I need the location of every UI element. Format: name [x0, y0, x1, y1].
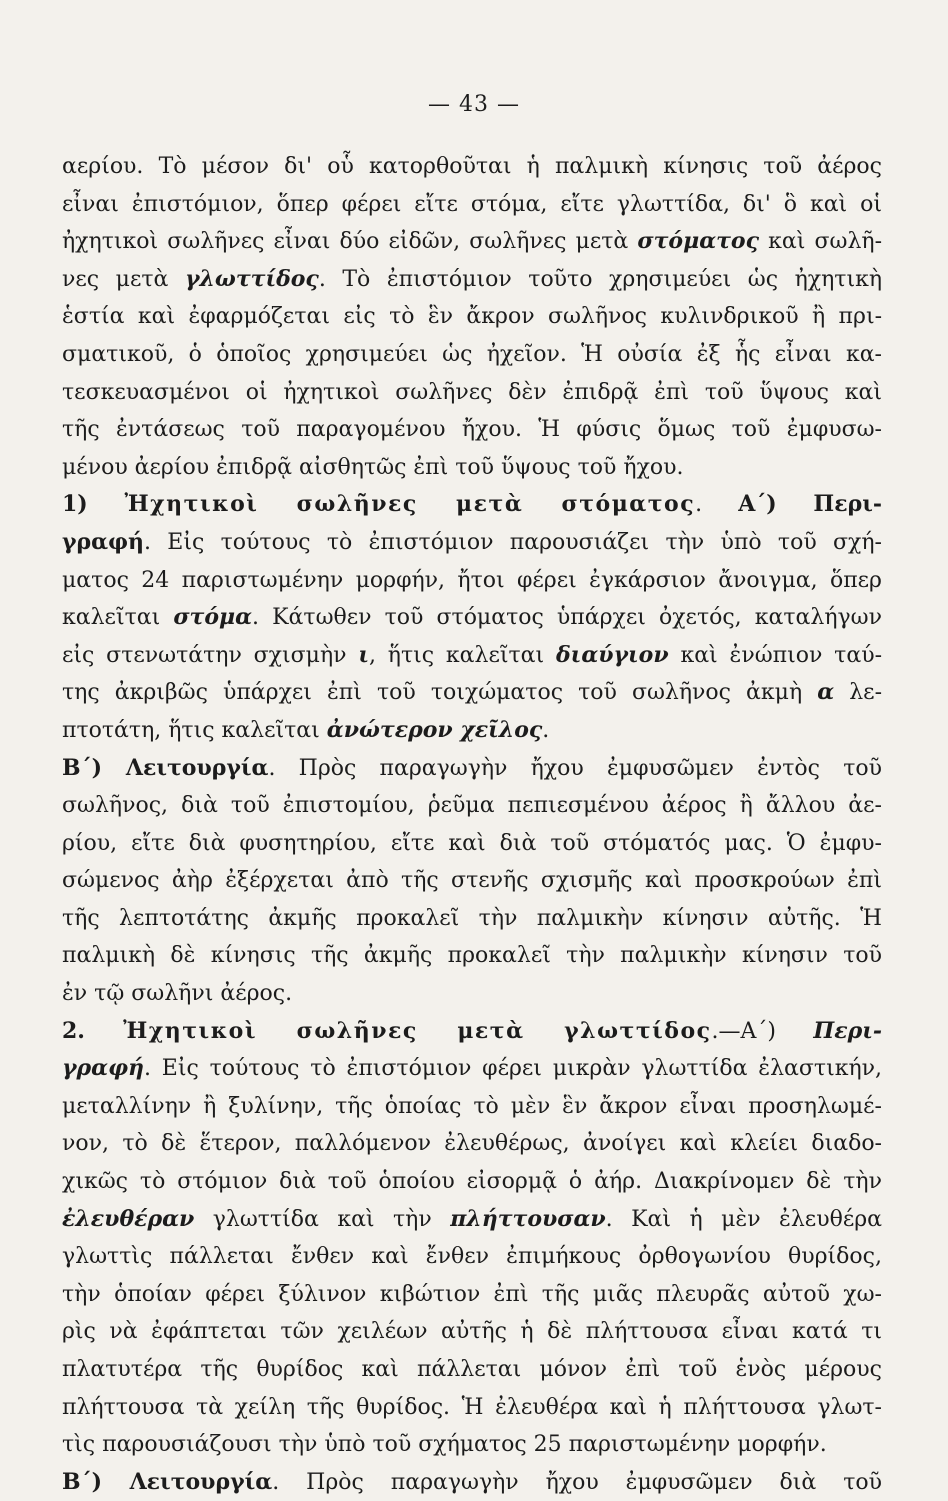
subsection-heading-leitourgia-2: Β΄) Λειτουργία. Πρὸς παραγωγὴν ἤχου ἐμφυσῶμεν διὰ τοῦ — [62, 1468, 882, 1495]
text-line: αερίου. Τὸ μέσον δι' οὗ κατορθοῦται ἡ παλμικὴ κίνησις τοῦ ἀέρος — [62, 154, 882, 179]
text-line: παλμικὴ δὲ κίνησις τῆς ἀκμῆς προκαλεῖ τὴν παλμικὴν κίνησιν τοῦ — [62, 943, 882, 969]
term-plittousan: πλήττουσαν — [450, 1205, 606, 1232]
text-line: γραφή. Εἰς τούτους τὸ ἐπιστόμιον φέρει μικρὰν γλωττίδα ἐλαστικήν, — [62, 1055, 882, 1082]
text-line: ἑστία καὶ ἐφαρμόζεται εἰς τὸ ἓν ἄκρον σωλῆνος κυλινδρικοῦ ἢ πρι- — [62, 304, 882, 330]
text-line: πλήττουσα τὰ χείλη τῆς θυρίδος. Ἡ ἐλευθέρα καὶ ἡ πλήττουσα γλωτ- — [62, 1394, 882, 1420]
text-line: ἐλευθέραν γλωττίδα καὶ τὴν πλήττουσαν. Καὶ ἡ μὲν ἐλευθέρα — [62, 1205, 882, 1232]
text-line: ρὶς νὰ ἐφάπτεται τῶν χειλέων αὐτῆς ἡ δὲ πλήττουσα εἶναι κατά τι — [62, 1319, 882, 1345]
text-line: τὶς παρουσιάζουσι τὴν ὑπὸ τοῦ σχήματος 25 παριστωμένην μορφήν. — [62, 1432, 827, 1458]
text-line: εἶναι ἐπιστόμιον, ὅπερ φέρει εἴτε στόμα, εἴτε γλωττίδα, δι' ὃ καὶ οἱ — [62, 191, 882, 217]
text-line: τῆς λεπτοτάτης ἀκμῆς προκαλεῖ τὴν παλμικὴν κίνησιν αὐτῆς. Ἡ — [62, 905, 882, 931]
text-line: νον, τὸ δὲ ἕτερον, παλλόμενον ἐλευθέρως, ἀνοίγει καὶ κλείει διαδο- — [62, 1131, 882, 1157]
text-line: μεταλλίνην ἢ ξυλίνην, τῆς ὁποίας τὸ μὲν ἓν ἄκρον εἶναι προσηλωμέ- — [62, 1093, 882, 1119]
text-line: ματος 24 παριστωμένην μορφήν, ἤτοι φέρει ἐγκάρσιον ἄνοιγμα, ὅπερ — [62, 567, 882, 593]
text-line: νες μετὰ γλωττίδος. Τὸ ἐπιστόμιον τοῦτο χρησιμεύει ὡς ἠχητικὴ — [62, 265, 882, 292]
text-line: ρίου, εἴτε διὰ φυσητηρίου, εἴτε καὶ διὰ τοῦ στόματός μας. Ὁ ἐμφυ- — [62, 830, 882, 856]
text-line: χικῶς τὸ στόμιον διὰ τοῦ ὁποίου εἰσορμᾷ ὁ ἀήρ. Διακρίνομεν δὲ τὴν — [62, 1169, 882, 1195]
term-anoteron-cheilos: ἀνώτερον χεῖλος — [326, 716, 543, 743]
term-glottidos: γλωττίδος — [184, 265, 319, 292]
term-stomatos: στόματος — [637, 228, 759, 255]
text-line: ἠχητικοὶ σωλῆνες εἶναι δύο εἰδῶν, σωλῆνες μετὰ στόματος καὶ σωλῆ- — [62, 228, 882, 255]
text-line: σματικοῦ, ὁ ὁποῖος χρησιμεύει ὡς ἠχεῖον. Ἡ οὐσία ἐξ ἧς εἶναι κα- — [62, 341, 882, 367]
term-eleftheran: ἐλευθέραν — [62, 1205, 195, 1232]
text-line: εἰς στενωτάτην σχισμὴν ι, ἥτις καλεῖται διαύγιον καὶ ἐνώπιον ταύ- — [62, 641, 882, 668]
term-stoma: στόμα — [173, 604, 253, 631]
text-line: τὴν ὁποίαν φέρει ξύλινον κιβώτιον ἐπὶ τῆς μιᾶς πλευρᾶς αὐτοῦ χω- — [62, 1281, 882, 1307]
text-line: τῆς ἐντάσεως τοῦ παραγομένου ἤχου. Ἡ φύσις ὅμως τοῦ ἐμφυσω- — [62, 417, 882, 443]
text-line: τεσκευασμένοι οἱ ἠχητικοὶ σωλῆνες δὲν ἐπιδρᾷ ἐπὶ τοῦ ὕψους καὶ — [62, 379, 882, 405]
section-heading-1: 1) Ἠχητικοὶ σωλῆνες μετὰ στόματος. Α΄) Περι- — [62, 491, 882, 518]
subsection-heading-leitourgia: Β΄) Λειτουργία. Πρὸς παραγωγὴν ἤχου ἐμφυσῶμεν ἐντὸς τοῦ — [62, 754, 882, 781]
term-diaugion: διαύγιον — [556, 641, 669, 668]
text-line: της ἀκριβῶς ὑπάρχει ἐπὶ τοῦ τοιχώματος τοῦ σωλῆνος ἀκμὴ α λε- — [62, 679, 882, 706]
text-line: καλεῖται στόμα. Κάτωθεν τοῦ στόματος ὑπάρχει ὀχετός, καταλήγων — [62, 604, 882, 631]
text-line: σώμενος ἀὴρ ἐξέρχεται ἀπὸ τῆς στενῆς σχισμῆς καὶ προσκρούων ἐπὶ — [62, 868, 882, 894]
text-line: γλωττὶς πάλλεται ἔνθεν καὶ ἔνθεν ἐπιμήκους ὀρθογωνίου θυρίδος, — [62, 1244, 882, 1270]
text-line: σωλῆνος, διὰ τοῦ ἐπιστομίου, ῥεῦμα πεπιεσμένου ἀέρος ἢ ἄλλου ἀε- — [62, 793, 882, 819]
text-line: μένου ἀερίου ἐπιδρᾷ αἰσθητῶς ἐπὶ τοῦ ὕψους τοῦ ἤχου. — [62, 454, 684, 480]
text-line: πλατυτέρα τῆς θυρίδος καὶ πάλλεται μόνον ἐπὶ τοῦ ἑνὸς μέρους — [62, 1357, 882, 1382]
body-text — [62, 148, 882, 1501]
text-line: πτοτάτη, ἥτις καλεῖται ἀνώτερον χεῖλος. — [62, 716, 550, 743]
text-line: γραφή. Εἰς τούτους τὸ ἐπιστόμιον παρουσιάζει τὴν ὑπὸ τοῦ σχή- — [62, 528, 882, 555]
text-line: ἐν τῷ σωλῆνι ἀέρος. — [62, 981, 293, 1007]
page-number: — 43 — — [428, 92, 520, 117]
section-heading-2: 2. Ἠχητικοὶ σωλῆνες μετὰ γλωττίδος.—Α΄) Περι- — [62, 1017, 882, 1044]
